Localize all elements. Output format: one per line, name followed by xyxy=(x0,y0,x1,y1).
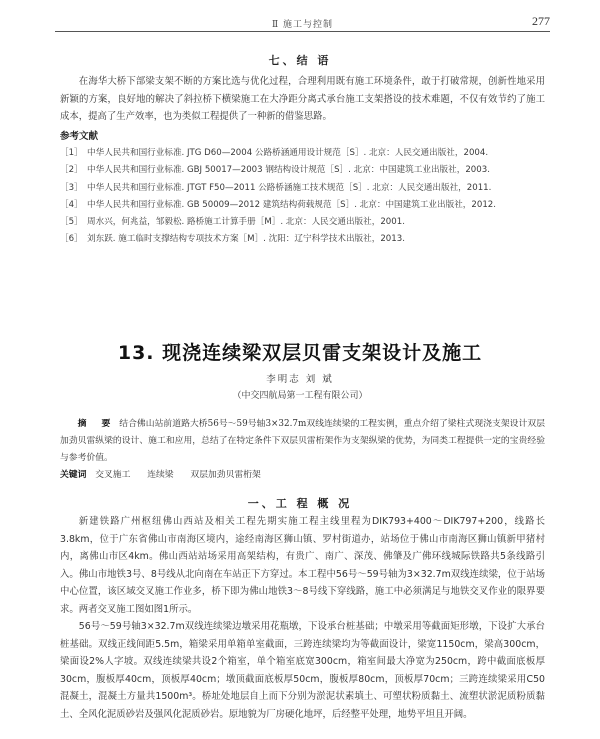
page-number: 277 xyxy=(532,14,550,28)
reference-text: 中华人民共和国行业标准. JTGT F50—2011 公路桥涵施工技术规范［S］. 北京：人民交通出版社，2011. xyxy=(87,182,492,193)
reference-item xyxy=(60,197,545,214)
reference-item xyxy=(60,180,545,197)
abstract xyxy=(60,416,545,467)
keyword: 交叉施工 xyxy=(95,470,131,480)
reference-item xyxy=(60,145,545,162)
overview-paragraph: 56号～59号轴3×32.7m双线连续梁边墩采用花瓶墩，下设承台桩基础；中墩采用等截面矩形墩，下设扩大承台桩基础。双线正线间距5.5m，箱梁采用单箱单室截面，三跨连续梁均为等截面设计，梁宽1150cm，梁高300cm，梁面设2%人字坡。双线连续梁共设2个箱室，单个箱室底宽300cm，箱室间最大净宽为250cm，跨中截面底板厚30cm，腹板厚40cm，顶板厚40cm；墩顶截面底板厚50cm，腹板厚80cm，顶板厚70cm；三跨连续梁采用C50混凝土，混凝土方量共1500m³。桥址处地层自上而下分别为淤泥状素填土、可塑状粉质黏土、流塑状淤泥质粉质黏土、全风化泥质砂岩及强风化泥质砂岩。原地貌为厂房硬化地坪，后经整平处理，地势平坦且开阔。 xyxy=(60,621,545,720)
references-heading: 参考文献 xyxy=(60,131,99,142)
reference-number: ［2］ xyxy=(60,165,83,176)
conclusion-paragraph: 在海华大桥下部梁支架不断的方案比选与优化过程，合理利用既有施工环境条件，敢于打破常规，创新性地采用新颖的方案，良好地的解决了斜拉桥下横梁施工在大净距分离式承台施工支架搭设的技术难题，不仅有效节约了施工成本，提高了生产效率，也为类似工程提供了一种新的借鉴思路。 xyxy=(60,76,545,122)
reference-text: 刘东跃. 施工临时支撑结构专项技术方案［M］. 沈阳：辽宁科学技术出版社，2013. xyxy=(87,234,405,245)
reference-item xyxy=(60,214,545,231)
reference-number: ［5］ xyxy=(60,217,83,228)
reference-list xyxy=(60,145,545,249)
article-affiliation: （中交四航局第一工程有限公司） xyxy=(232,391,368,401)
reference-text: 中华人民共和国行业标准. GB 50009—2012 建筑结构荷载规范［S］. 北京：中国建筑工业出版社，2012. xyxy=(87,199,496,210)
article-title: 13. 现浇连续梁双层贝雷支架设计及施工 xyxy=(117,342,483,364)
reference-text: 周水兴，何兆益，邹毅松. 路桥施工计算手册［M］. 北京：人民交通出版社，2001. xyxy=(87,217,405,228)
keywords xyxy=(60,467,545,480)
overview-heading: 一、工 程 概 况 xyxy=(247,497,353,510)
abstract-text: 结合佛山站前道路大桥56号～59号轴3×32.7m双线连续梁的工程实例，重点介绍了梁柱式现浇支架设计双层加劲贝雷纵梁的设计、施工和应用，总结了在特定条件下双层贝雷桁架作为支架纵梁的优势，为同类工程提供一定的宝贵经验与参考价值。 xyxy=(60,419,545,463)
reference-item xyxy=(60,162,545,179)
overview-paragraph: 新建铁路广州枢纽佛山西站及相关工程先期实施工程主线里程为DIK793+400～DIK797+200，线路长3.8km，位于广东省佛山市南海区境内，途经南海区狮山镇、罗村街道办，站场位于佛山市南海区狮山镇新甲猪村内，离佛山市区4km。佛山西站站场采用高架结构，有贵广、南广、深茂、佛肇及广佛环线城际铁路共5条线路引入。佛山市地铁3号、8号线从北向南在车站正下方穿过。本工程中56号～59号轴为3×32.7m双线连续梁，位于站场中心位置，该区域交叉施工作业多，桥下即为佛山地铁3～8号线下穿线路，施工中必须满足与地铁交叉作业的限界要求。两者交叉施工图如图1所示。 xyxy=(60,516,545,615)
running-title: Ⅱ 施工与控制 xyxy=(272,20,333,30)
article-authors: 李明志 刘 斌 xyxy=(266,374,334,385)
reference-number: ［1］ xyxy=(60,148,83,158)
reference-number: ［6］ xyxy=(60,234,83,245)
reference-number: ［3］ xyxy=(60,182,83,193)
conclusion-heading: 七、结 语 xyxy=(268,54,332,67)
reference-item xyxy=(60,231,545,248)
keywords-label: 关键词 xyxy=(60,470,87,480)
keyword: 连续梁 xyxy=(147,470,174,480)
reference-text: 中华人民共和国行业标准. GBJ 50017—2003 钢结构设计规范［S］. 北京：中国建筑工业出版社，2003. xyxy=(87,165,490,176)
reference-number: ［4］ xyxy=(60,199,83,210)
keyword: 双层加劲贝雷桁架 xyxy=(190,470,261,480)
running-header xyxy=(55,14,550,32)
abstract-label: 摘 要 xyxy=(77,419,117,429)
reference-text: 中华人民共和国行业标准. JTG D60—2004 公路桥涵通用设计规范［S］. 北京：人民交通出版社，2004. xyxy=(87,148,489,158)
